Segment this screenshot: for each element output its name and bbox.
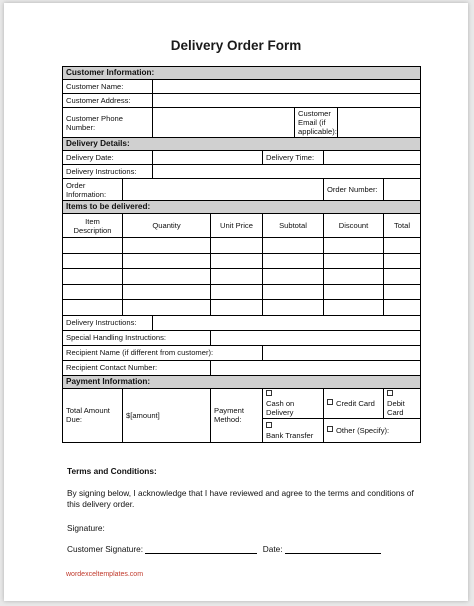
other-checkbox[interactable]	[327, 426, 333, 432]
bank-label: Bank Transfer	[266, 430, 314, 440]
bank-checkbox[interactable]	[266, 422, 272, 428]
delivery-date-label: Delivery Date:	[63, 151, 153, 165]
item-cell[interactable]	[211, 269, 263, 285]
item-cell[interactable]	[384, 269, 421, 285]
cash-label: Cash on Delivery	[266, 398, 295, 418]
order-information-field[interactable]	[123, 179, 324, 201]
customer-address-label: Customer Address:	[63, 94, 153, 108]
credit-label: Credit Card	[336, 398, 375, 408]
table-row	[63, 300, 421, 316]
document-page	[4, 3, 468, 601]
item-cell[interactable]	[123, 269, 211, 285]
delivery-time-field[interactable]	[324, 151, 421, 165]
items-header-row	[63, 214, 421, 238]
table-row	[63, 269, 421, 285]
item-cell[interactable]	[211, 300, 263, 316]
customer-email-field[interactable]	[338, 108, 421, 138]
special-handling-field[interactable]	[211, 330, 421, 345]
date-line[interactable]	[285, 545, 381, 554]
credit-checkbox[interactable]	[327, 399, 333, 405]
delivery-time-label: Delivery Time:	[263, 151, 324, 165]
column-header: Discount	[324, 214, 384, 238]
customer-section-header: Customer Information:	[63, 67, 421, 80]
item-cell[interactable]	[384, 300, 421, 316]
item-cell[interactable]	[384, 284, 421, 300]
recipient-contact-label: Recipient Contact Number:	[63, 360, 211, 375]
delivery-instructions-field[interactable]	[153, 165, 421, 179]
debit-label: Debit Card	[387, 398, 405, 418]
delivery-instructions-2-field[interactable]	[153, 315, 421, 330]
signature-label: Signature:	[67, 523, 105, 533]
item-cell[interactable]	[324, 269, 384, 285]
terms-heading: Terms and Conditions:	[67, 466, 157, 476]
item-cell[interactable]	[63, 284, 123, 300]
delivery-section-header: Delivery Details:	[63, 138, 421, 151]
item-cell[interactable]	[63, 300, 123, 316]
column-header: Quantity	[123, 214, 211, 238]
page-title: Delivery Order Form	[170, 38, 302, 53]
order-information-label: Order Information:	[63, 179, 123, 201]
table-row	[63, 253, 421, 269]
customer-email-label: Customer Email (if applicable):	[295, 108, 338, 138]
item-cell[interactable]	[123, 300, 211, 316]
item-cell[interactable]	[123, 284, 211, 300]
special-handling-label: Special Handling Instructions:	[63, 330, 211, 345]
item-cell[interactable]	[324, 300, 384, 316]
customer-address-field[interactable]	[153, 94, 421, 108]
order-number-label: Order Number:	[324, 179, 384, 201]
item-cell[interactable]	[63, 238, 123, 254]
item-cell[interactable]	[63, 253, 123, 269]
total-amount-label: Total Amount Due:	[63, 388, 123, 442]
item-cell[interactable]	[324, 238, 384, 254]
footer-watermark: wordexceltemplates.com	[66, 571, 144, 578]
customer-name-field[interactable]	[153, 80, 421, 94]
customer-signature-row	[67, 544, 381, 554]
option-other-cell[interactable]	[324, 419, 421, 443]
delivery-order-table	[62, 66, 421, 443]
item-cell[interactable]	[384, 238, 421, 254]
recipient-name-label: Recipient Name (if different from customer):	[63, 345, 263, 360]
delivery-instructions-2-label: Delivery Instructions:	[63, 315, 153, 330]
customer-signature-label: Customer Signature:	[67, 544, 144, 554]
item-cell[interactable]	[211, 284, 263, 300]
item-cell[interactable]	[263, 300, 324, 316]
column-header: Unit Price	[211, 214, 263, 238]
item-cell[interactable]	[263, 284, 324, 300]
column-header: Item Description	[63, 214, 123, 238]
item-cell[interactable]	[324, 284, 384, 300]
table-row	[63, 284, 421, 300]
payment-section-header: Payment Information:	[63, 375, 421, 388]
customer-phone-field[interactable]	[153, 108, 295, 138]
date-label: Date:	[262, 544, 283, 554]
item-cell[interactable]	[123, 238, 211, 254]
signature-line[interactable]	[145, 545, 257, 554]
terms-text: By signing below, I acknowledge that I have reviewed and agree to the terms and conditions of this delivery order.	[67, 488, 414, 510]
other-label: Other (Specify):	[336, 426, 390, 436]
debit-checkbox[interactable]	[387, 390, 393, 396]
table-row	[63, 238, 421, 254]
item-cell[interactable]	[123, 253, 211, 269]
customer-phone-label: Customer Phone Number:	[63, 108, 153, 138]
amount-value[interactable]: $[amount]	[123, 388, 211, 442]
recipient-name-field[interactable]	[263, 345, 421, 360]
customer-name-label: Customer Name:	[63, 80, 153, 94]
column-header: Subtotal	[263, 214, 324, 238]
item-cell[interactable]	[211, 238, 263, 254]
delivery-date-field[interactable]	[153, 151, 263, 165]
item-cell[interactable]	[211, 253, 263, 269]
recipient-contact-field[interactable]	[211, 360, 421, 375]
option-bank-cell[interactable]	[263, 419, 324, 443]
item-cell[interactable]	[263, 253, 324, 269]
item-cell[interactable]	[384, 253, 421, 269]
item-cell[interactable]	[324, 253, 384, 269]
item-cell[interactable]	[263, 269, 324, 285]
cash-checkbox[interactable]	[266, 390, 272, 396]
option-debit-cell[interactable]	[384, 388, 421, 418]
option-cash-cell[interactable]	[263, 388, 324, 418]
payment-method-label: Payment Method:	[211, 388, 263, 442]
option-credit-cell[interactable]	[324, 388, 384, 418]
items-section-header: Items to be delivered:	[63, 201, 421, 214]
order-number-field[interactable]	[384, 179, 421, 201]
column-header: Total	[384, 214, 421, 238]
item-cell[interactable]	[63, 269, 123, 285]
delivery-instructions-label: Delivery Instructions:	[63, 165, 153, 179]
item-cell[interactable]	[263, 238, 324, 254]
